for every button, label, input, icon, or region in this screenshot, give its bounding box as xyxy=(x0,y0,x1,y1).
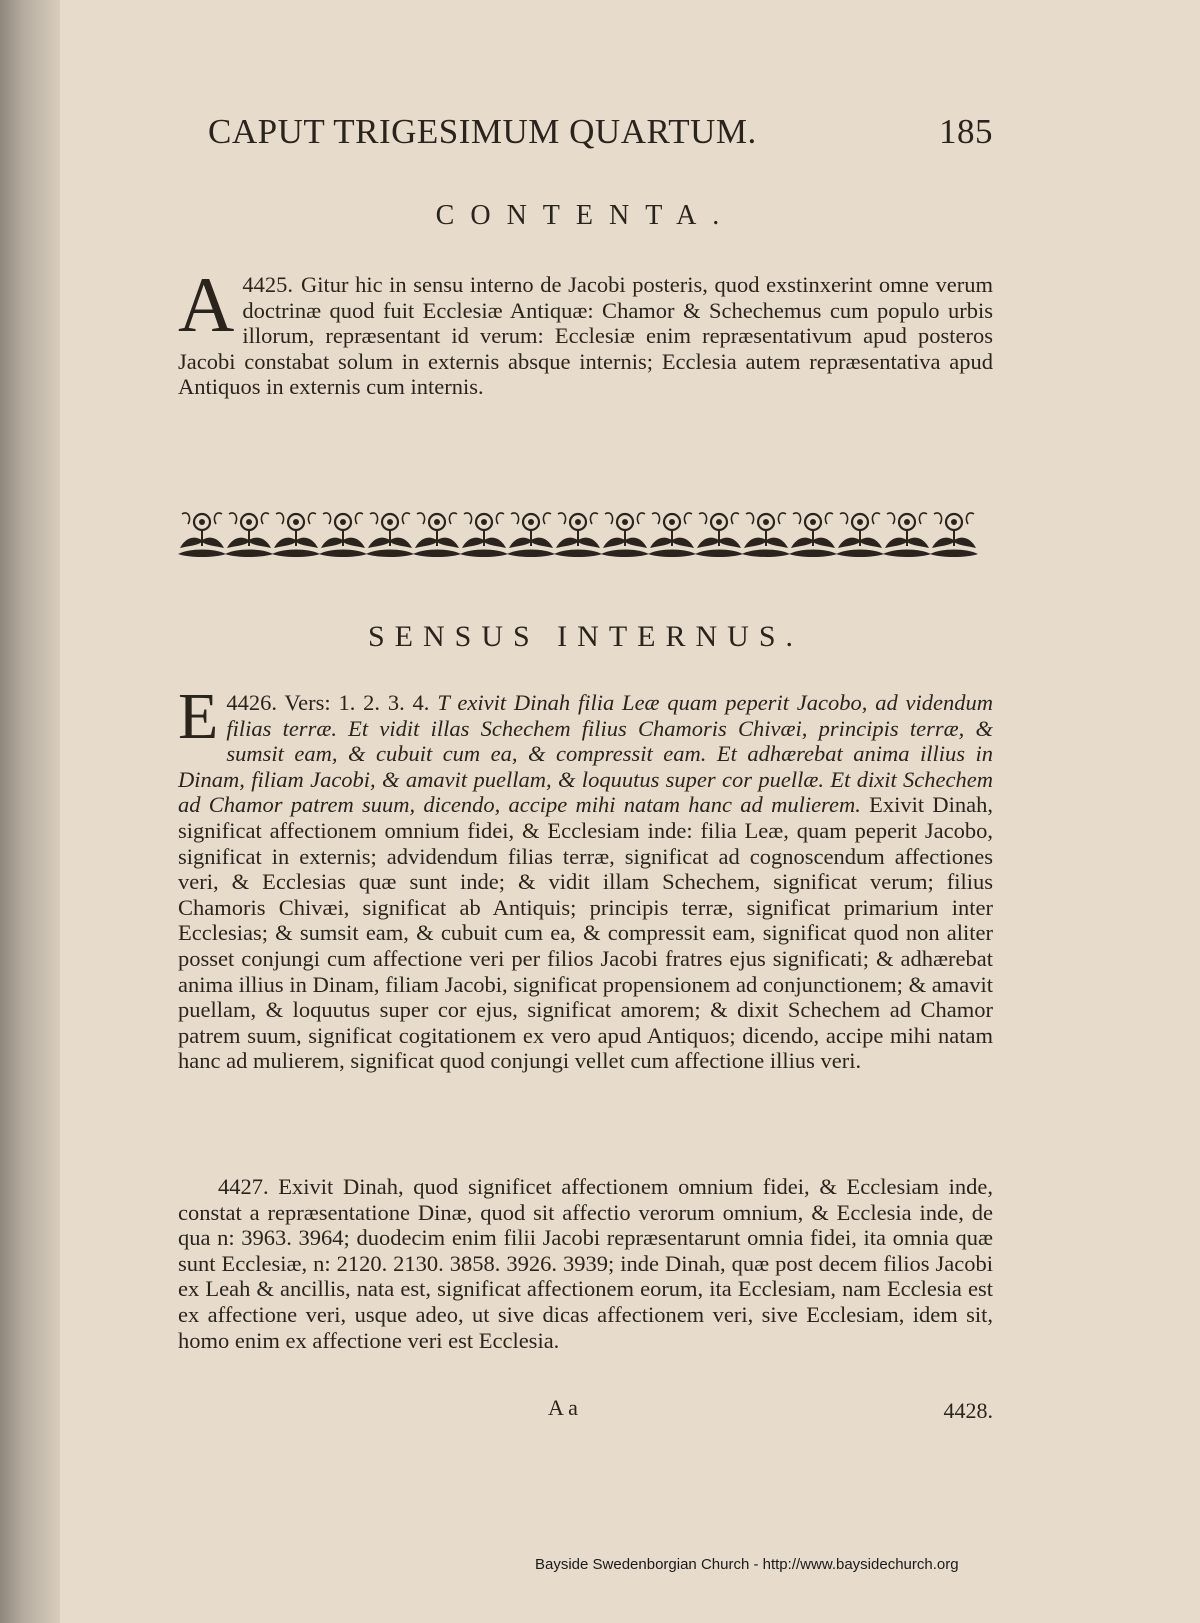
paragraph-text: Gitur hic in sensu interno de Jacobi posteris, quod exstinxerint omne verum doctrinæ quod fuit Ecclesiæ Antiquæ: Chamor & Schechemus cum populo urbis illorum, repræsentant id verum: Ecclesiæ enim repræsentativum apud posteros Jacobi constabat solum in externis absque internis; Ecclesia autem repræsentativa apud Antiquos in externis cum internis. xyxy=(178,272,993,400)
paragraph-4426 xyxy=(178,680,994,1074)
drop-cap: E xyxy=(178,680,219,753)
running-head-title: CAPUT TRIGESIMUM QUARTUM. xyxy=(208,112,757,151)
book-page xyxy=(178,0,993,1623)
page-gutter-shadow xyxy=(0,0,60,1623)
sensus-internus-heading: SENSUS INTERNUS. xyxy=(367,620,804,653)
paragraph-number: 4426. Vers: 1. 2. 3. 4. xyxy=(226,690,430,715)
page-number: 185 xyxy=(939,112,993,151)
catchword: 4428. xyxy=(943,1398,993,1423)
signature-mark: A a xyxy=(548,1395,578,1420)
scripture-text: T exivit Dinah filia Leæ quam peperit Jacobo, ad videndum filias terræ. Et vidit illas Schechem filius Chamoris Chivæi, principis terræ, & sumsit eam, & cubuit cum ea, & compressit eam. Et adhærebat anima illius in Dinam, filiam Jacobi, & amavit puellam, & loquutus super cor puellæ. Et dixit Schechem ad Chamor patrem suum, dicendo, accipe mihi natam hanc ad mulierem. xyxy=(178,690,993,818)
paragraph-4427: 4427. Exivit Dinah, quod significet affectionem omnium fidei, & Ecclesiam inde, constat a repræsentatione Dinæ, quod sit affectio verorum omnium, & Ecclesia inde, de qua n: 3963. 3964; duodecim enim filii Jacobi repræsentarunt omnia fidei, ita omnia quæ sunt Ecclesiæ, n: 2120. 2130. 3858. 3926. 3939; inde Dinah, quæ post decem filios Jacobi ex Leah & ancillis, nata est, significat affectionem eorum, ita Ecclesiam, nam Ecclesia est ex affectione veri, usque adeo, ut sive dicas affectionem veri, sive Ecclesiam, idem sit, homo enim ex affectione veri est Ecclesia. xyxy=(178,1174,993,1353)
paragraph-text: Exivit Dinah, significat affectionem omnium fidei, & Ecclesiam inde: filia Leæ, quam peperit Jacobo, significat in externis; advidendum filias terræ, significat ad cognoscendum affectiones veri, & Ecclesias quæ sunt inde; & vidit illam Schechem, significat verum; filius Chamoris Chivæi, significat ab Antiquis; principis terræ, significat primarium inter Ecclesias; & sumsit eam, & cubuit cum ea, & compressit eam, significat quod non aliter posset conjungi cum affectione veri per filios Jacobi fratres ejus significati; & adhærebat anima illius in Dinam, filiam Jacobi, significat propensionem ad conjunctionem; & amavit puellam, & loquutus super cor ejus, significat amorem; & dixit Schechem ad Chamor patrem suum, significat cogitationem ex vero apud Antiquos; dicendo, accipe mihi natam hanc ad mulierem, significat quod conjungi vellet cum affectione illius veri. xyxy=(178,792,994,1074)
paragraph-number: 4425. xyxy=(242,272,293,297)
paragraph-4425 xyxy=(178,261,993,400)
contenta-heading: CONTENTA. xyxy=(435,200,736,231)
floral-ornament-band xyxy=(178,502,993,568)
source-footer: Bayside Swedenborgian Church - http://www.baysidechurch.org xyxy=(535,1556,959,1573)
drop-cap: A xyxy=(178,261,235,348)
